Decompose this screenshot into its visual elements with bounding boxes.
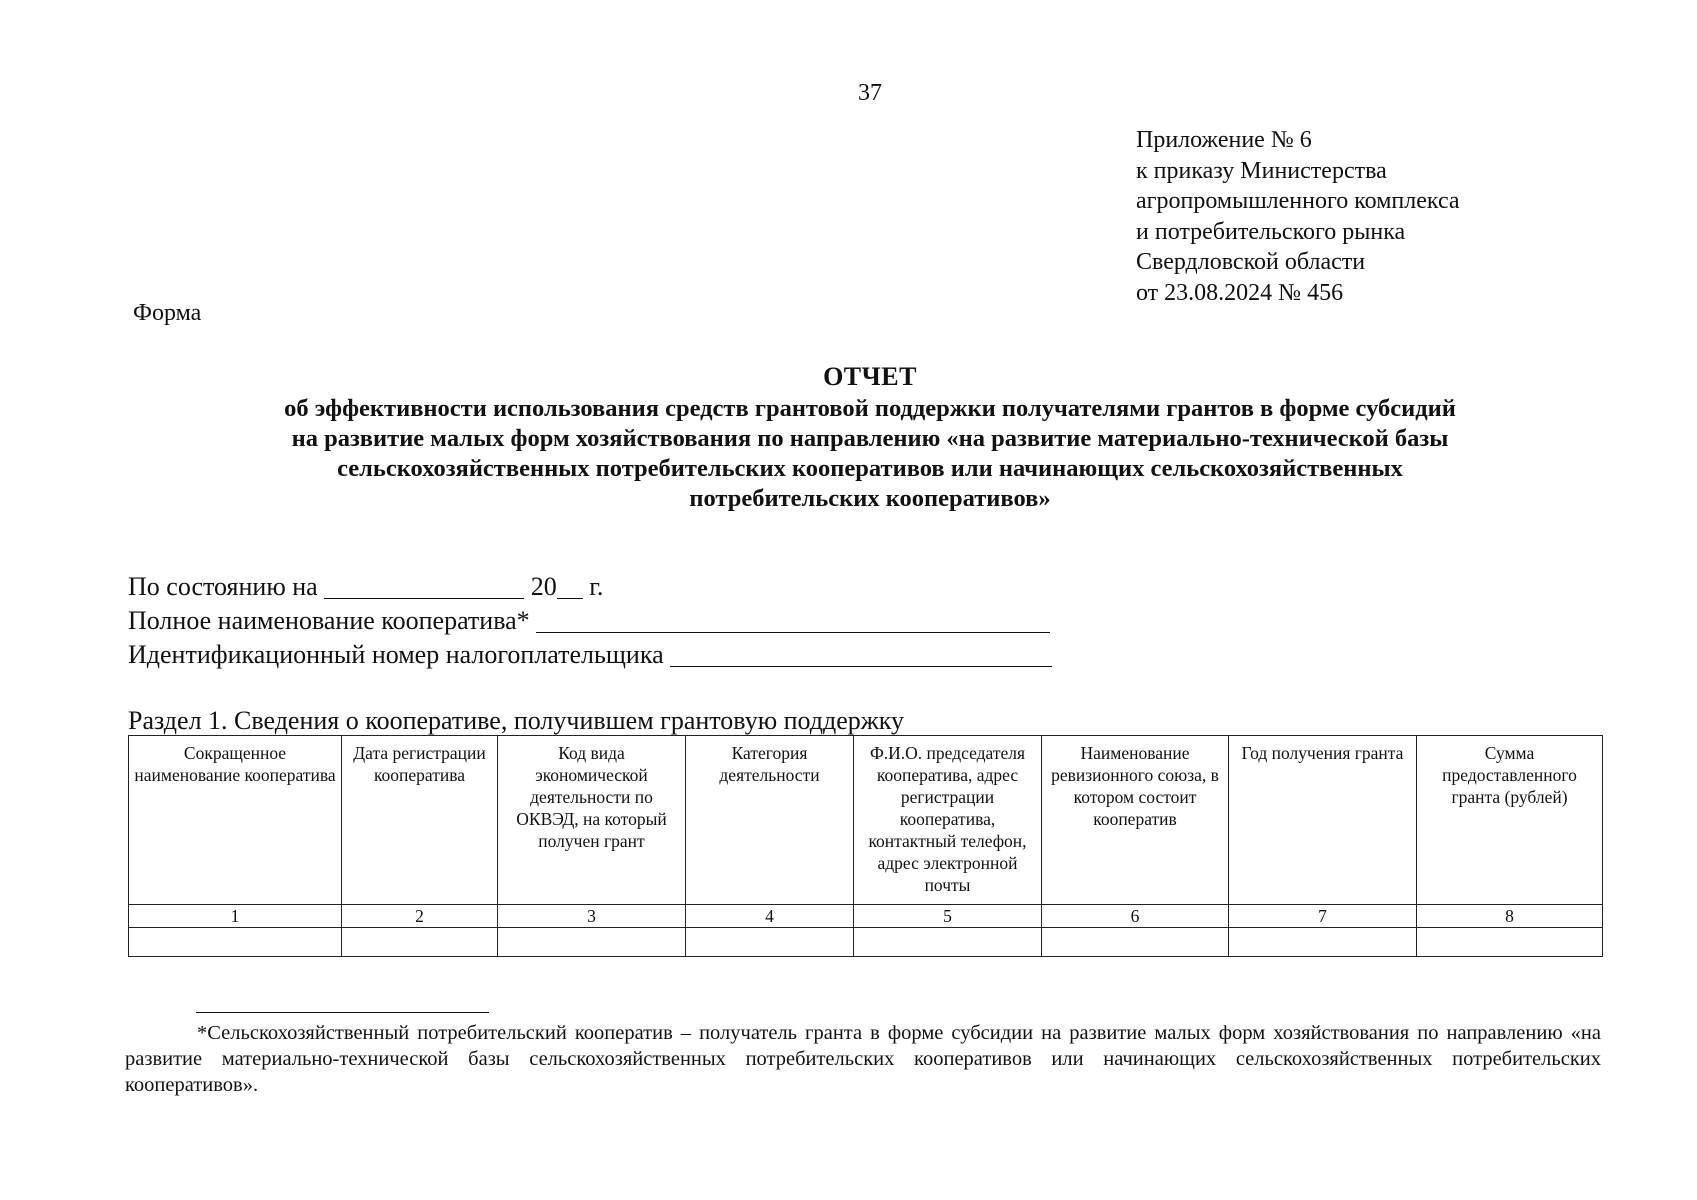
inn-row — [128, 638, 1052, 672]
footnote-text: *Сельскохозяйственный потребительский кооператив – получатель гранта в форме субсидии на развитие малых форм хозяйствования по направлению «на развитие материально-технической базы сельскохозяйственных потребительских кооперативов или начинающих сельскохозяйственных потребительских кооперативов». — [125, 1022, 1601, 1096]
header-okved-code: Код вида экономической деятельности по ОКВЭД, на который получен грант — [498, 736, 686, 905]
header-chairman-contacts: Ф.И.О. председателя кооператива, адрес регистрации кооператива, контактный телефон, адрес электронной почты — [854, 736, 1042, 905]
table-cell[interactable] — [129, 928, 342, 957]
table-cell[interactable] — [854, 928, 1042, 957]
appendix-line: к приказу Министерства — [1136, 157, 1387, 184]
coop-name-blank[interactable] — [536, 606, 1050, 633]
column-number: 1 — [129, 905, 342, 928]
column-number-row — [129, 905, 1603, 928]
appendix-line: Свердловской области — [1136, 249, 1366, 275]
column-number: 7 — [1229, 905, 1417, 928]
appendix-line: от 23.08.2024 № 456 — [1136, 279, 1344, 306]
table-row — [129, 928, 1603, 957]
header-grant-year: Год получения гранта — [1229, 736, 1417, 905]
column-number: 6 — [1042, 905, 1229, 928]
as-of-date-row — [128, 570, 1052, 604]
table-cell[interactable] — [498, 928, 686, 957]
report-title-line: потребительских кооперативов» — [689, 485, 1051, 512]
form-label: Форма — [133, 300, 202, 326]
appendix-line: агропромышленного комплекса — [1136, 188, 1460, 214]
as-of-year-blank[interactable] — [557, 572, 583, 599]
report-fields — [128, 570, 1052, 672]
column-number: 4 — [686, 905, 854, 928]
appendix-line: Приложение № 6 — [1136, 127, 1312, 153]
column-number: 3 — [498, 905, 686, 928]
report-title-main: ОТЧЕТ — [823, 362, 917, 391]
footnote — [125, 1020, 1601, 1098]
appendix-reference — [1136, 125, 1460, 308]
header-audit-union: Наименование ревизионного союза, в котором состоит кооператив — [1042, 736, 1229, 905]
footnote-divider — [196, 1012, 489, 1013]
table-cell[interactable] — [686, 928, 854, 957]
appendix-line: и потребительского рынка — [1136, 218, 1406, 245]
header-registration-date: Дата регистрации кооператива — [342, 736, 498, 905]
report-title-line: сельскохозяйственных потребительских кооперативов или начинающих сельскохозяйственных — [337, 455, 1403, 482]
section-1-title: Раздел 1. Сведения о кооперативе, получившем грантовую поддержку — [128, 706, 905, 735]
report-title-line: на развитие малых форм хозяйствования по направлению «на развитие материально-технической базы — [291, 425, 1449, 452]
report-title-line: об эффективности использования средств грантовой поддержки получателями грантов в форме субсидий — [284, 395, 1456, 422]
header-activity-category: Категория деятельности — [686, 736, 854, 905]
coop-name-row — [128, 604, 1052, 638]
table-cell[interactable] — [342, 928, 498, 957]
as-of-year-prefix: 20 — [530, 572, 557, 601]
section-1-table — [128, 735, 1603, 957]
report-title — [150, 362, 1590, 514]
page-number: 37 — [858, 80, 882, 106]
column-number: 2 — [342, 905, 498, 928]
as-of-label: По состоянию на — [128, 572, 318, 601]
header-short-name: Сокращенное наименование кооператива — [129, 736, 342, 905]
inn-label: Идентификационный номер налогоплательщика — [128, 640, 664, 669]
coop-name-label: Полное наименование кооператива* — [128, 606, 530, 635]
column-number: 8 — [1417, 905, 1603, 928]
table-cell[interactable] — [1229, 928, 1417, 957]
as-of-date-blank[interactable] — [324, 572, 524, 599]
header-grant-amount: Сумма предоставленного гранта (рублей) — [1417, 736, 1603, 905]
table-cell[interactable] — [1042, 928, 1229, 957]
column-number: 5 — [854, 905, 1042, 928]
as-of-year-suffix: г. — [589, 572, 604, 601]
inn-blank[interactable] — [670, 640, 1052, 667]
table-cell[interactable] — [1417, 928, 1603, 957]
table-header-row — [129, 736, 1603, 905]
